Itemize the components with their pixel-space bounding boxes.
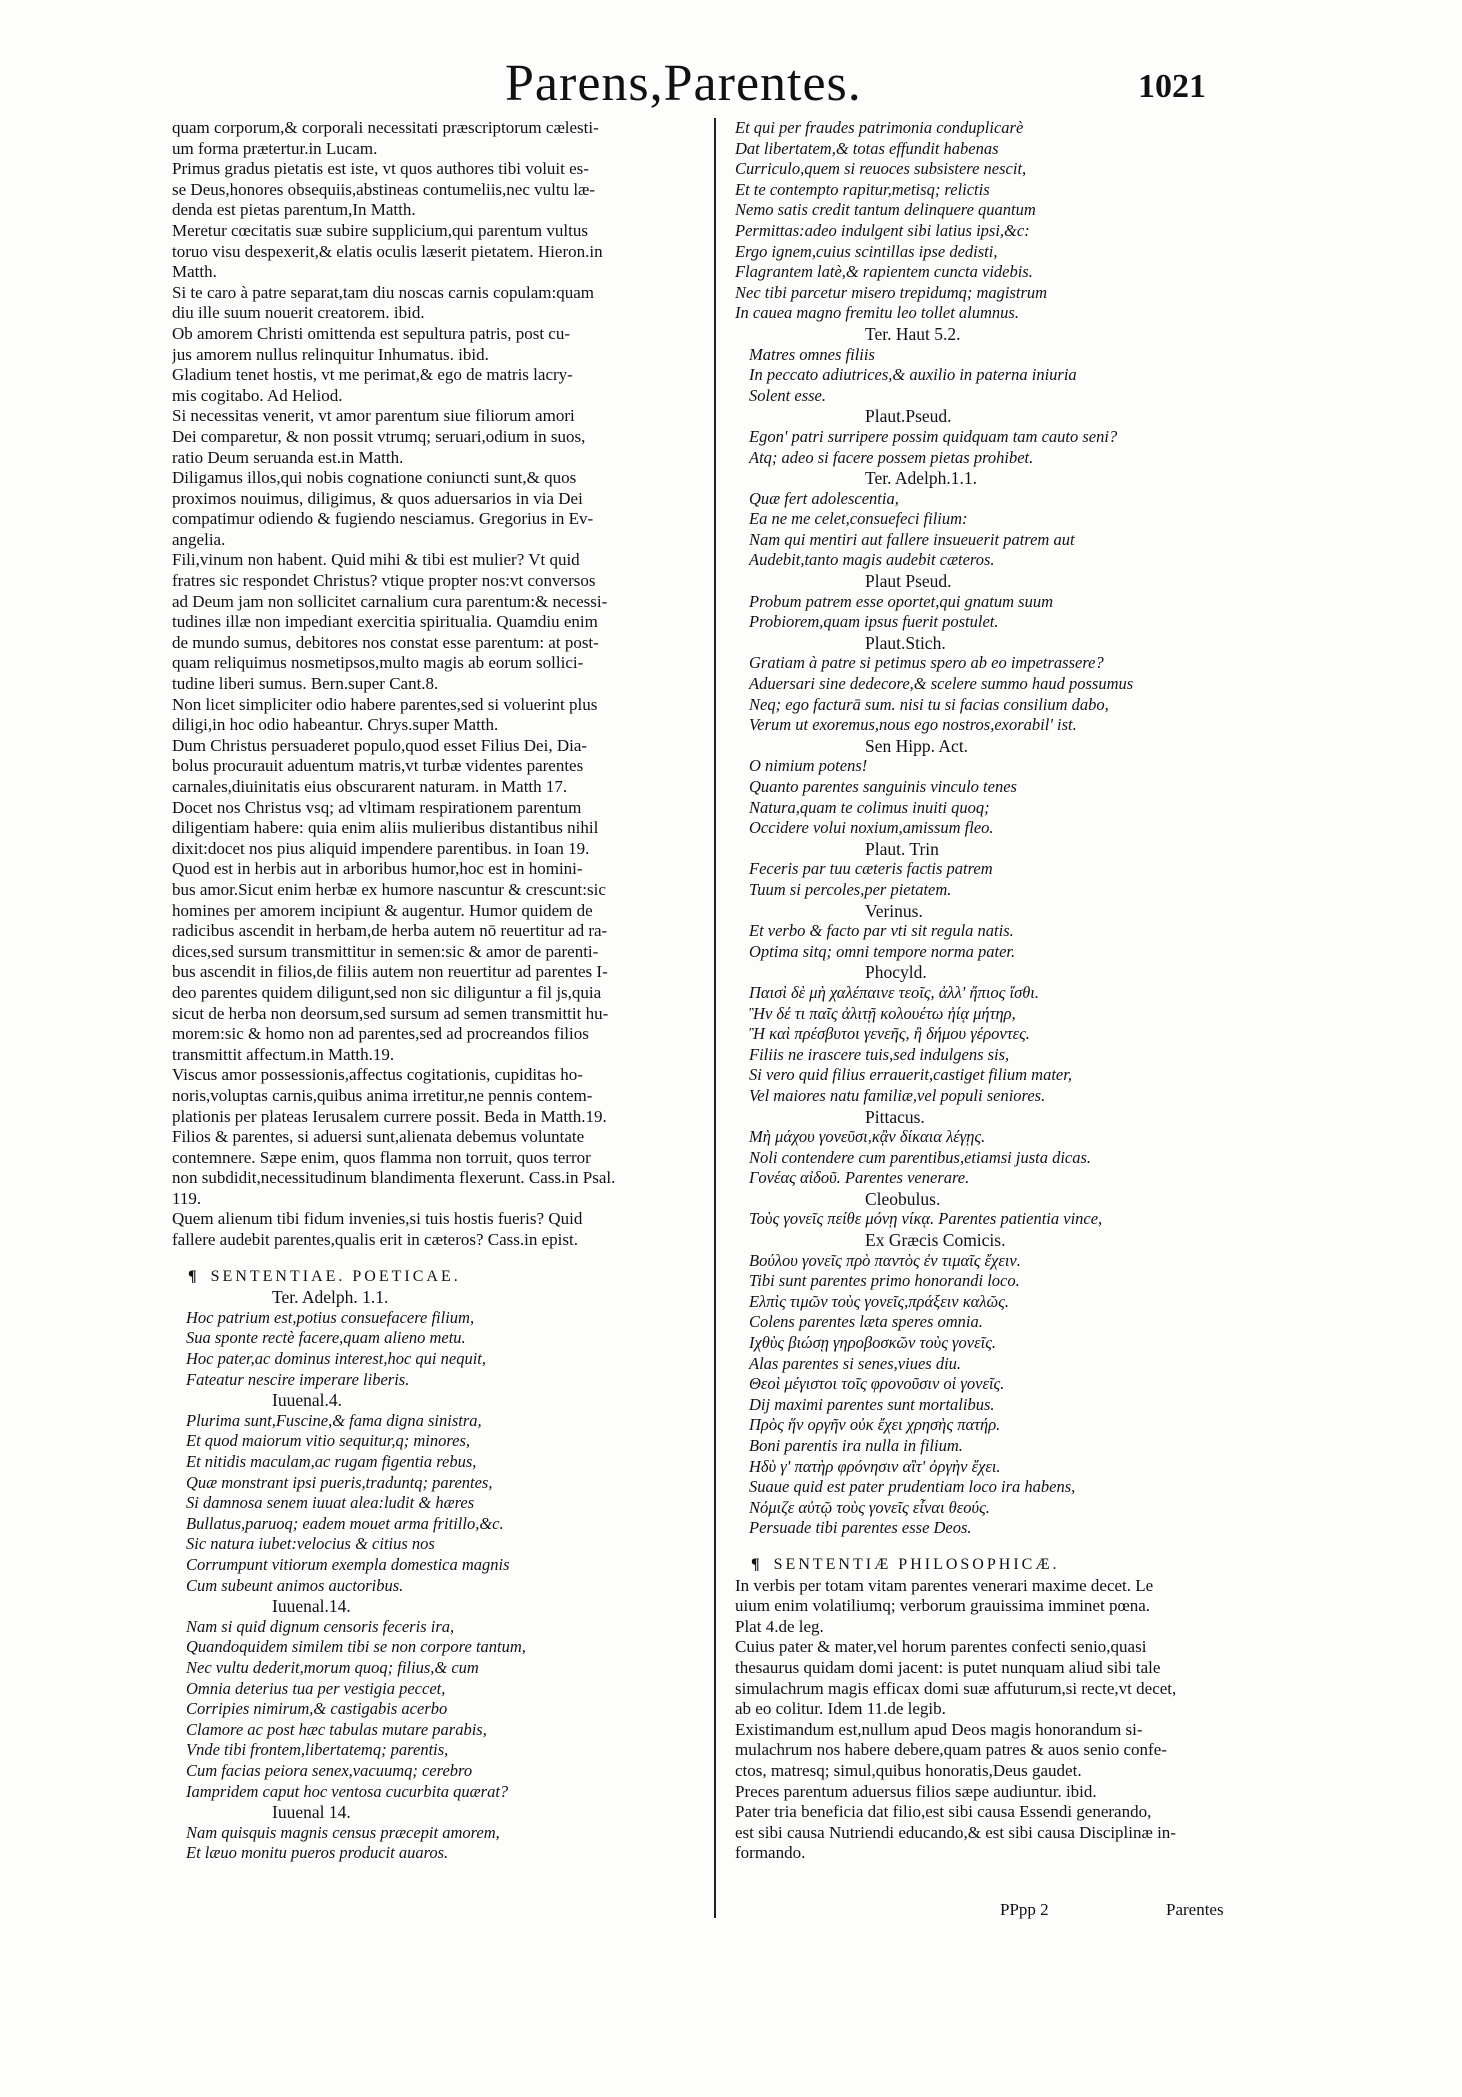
verse-line: Verum ut exoremus,nous ego nostros,exorabil' ist.	[749, 715, 1077, 735]
prose-line: contemnere. Sæpe enim, quos flamma non torruit, quos terror	[172, 1147, 591, 1167]
verse-line: Noli contendere cum parentibus,etiamsi justa dicas.	[749, 1147, 1092, 1167]
prose-line: plationis per plateas Ierusalem currere possit. Beda in Matth.19.	[172, 1106, 607, 1126]
verse-line: Γονέας αἰδοῦ. Parentes venerare.	[749, 1168, 970, 1188]
verse-line: Occidere volui noxium,amissum fleo.	[749, 818, 994, 838]
verse-line: Natura,quam te colimus inuiti quoq;	[749, 797, 990, 817]
prose-line: fallere audebit parentes,qualis erit in cæteros? Cass.in epist.	[172, 1230, 578, 1250]
verse-line: Quæ fert adolescentia,	[749, 488, 899, 508]
prose-line: homines per amorem incipiunt & augentur. Humor quidem de	[172, 900, 593, 920]
prose-line: Si necessitas venerit, vt amor parentum siue filiorum amori	[172, 406, 575, 426]
prose-line: um forma prætertur.in Lucam.	[172, 138, 378, 158]
prose-line: proximos nouimus, diligimus, & quos aduersarios in via Dei	[172, 488, 583, 508]
verse-line: In peccato adiutrices,& auxilio in paterna iniuria	[749, 365, 1077, 385]
verse-line: Optima sitq; omni tempore norma pater.	[749, 941, 1016, 961]
verse-line: Nam quisquis magnis census præcepit amorem,	[186, 1822, 500, 1842]
prose-line: noris,voluptas carnis,quibus anima irretitur,ne pennis contem-	[172, 1085, 593, 1105]
section-title: SENTENTIAE. POETICAE.	[210, 1267, 461, 1285]
prose-line: deo parentes quidem diligunt,sed non sic diliguntur a fil js,quia	[172, 982, 602, 1002]
right-column	[735, 118, 1255, 1864]
prose-line: Viscus amor possessionis,affectus cogitationis, cupiditas ho-	[172, 1065, 583, 1085]
verse-line: Θεοὶ μέγιστοι τοῖς φρονοῦσιν οἱ γονεῖς.	[749, 1374, 1005, 1394]
prose-line: Dei comparetur, & non possit vtrumq; seruari,odium in suos,	[172, 426, 586, 446]
spacer	[735, 1539, 1255, 1555]
verse-line: Probiorem,quam ipsus fuerit postulet.	[749, 612, 999, 632]
verse-line: Iampridem caput hoc ventosa cucurbita quærat?	[186, 1781, 509, 1801]
prose-line: diu ille suum nouerit creatorem. ibid.	[172, 303, 425, 323]
paragraph-mark: ¶	[751, 1555, 760, 1573]
verse-line: Βούλου γονεῖς πρὸ παντὸς ἐν τιμαῖς ἔχειν.	[749, 1250, 1021, 1270]
prose-line: Docet nos Christus vsq; ad vltimam respirationem parentum	[172, 797, 582, 817]
verse-line: Matres omnes filiis	[749, 344, 875, 364]
verse-line: Ea ne me celet,consuefeci filium:	[749, 509, 968, 529]
verse-line: Nec tibi parcetur misero trepidumq; magistrum	[735, 282, 1048, 302]
verse-line: Clamore ac post hæc tabulas mutare parabis,	[186, 1719, 487, 1739]
verse-line: Cum facias peiora senex,vacuumq; cerebro	[186, 1760, 473, 1780]
section-heading	[172, 1267, 697, 1288]
prose-line: ad Deum jam non sollicitet carnalium cura parentum:& necessi-	[172, 591, 608, 611]
prose-line: Existimandum est,nullum apud Deos magis honorandum si-	[735, 1719, 1143, 1739]
verse-line: Tibi sunt parentes primo honorandi loco.	[749, 1271, 1020, 1291]
verse-line: Nam si quid dignum censoris feceris ira,	[186, 1616, 455, 1636]
verse-line: Sua sponte rectè facere,quam alieno metu.	[186, 1328, 466, 1348]
verse-line: Si vero quid filius errauerit,castiget filium mater,	[749, 1065, 1072, 1085]
running-title: Parens,Parentes.	[505, 55, 862, 112]
verse-line: Flagrantem latè,& rapientem cuncta videbis.	[735, 262, 1033, 282]
verse-source: Pittacus.	[865, 1106, 925, 1127]
prose-line: carnales,diuinitatis eius obscurarent naturam. in Matth 17.	[172, 777, 568, 796]
verse-line: Solent esse.	[749, 385, 826, 405]
verse-source: Ter. Adelph. 1.1.	[272, 1287, 389, 1308]
prose-line: diligi,in hoc odio habeantur. Chrys.super Matth.	[172, 715, 499, 735]
prose-line: Meretur cœcitatis suæ subire supplicium,qui parentum vultus	[172, 220, 588, 240]
verse-line: Vnde tibi frontem,libertatemq; parentis,	[186, 1740, 449, 1760]
verse-line: Audebit,tanto magis audebit cæteros.	[749, 550, 995, 570]
verse-source: Iuuenal.4.	[272, 1390, 342, 1411]
verse-line: Tuum si percoles,per pietatem.	[749, 879, 952, 899]
prose-line: quam corporum,& corporali necessitati præscriptorum cælesti-	[172, 118, 599, 137]
verse-line: Ἢ καὶ πρέσβυτοι γενεῆς, ἢ δήμου γέροντες.	[749, 1024, 1030, 1044]
verse-source: Ter. Haut 5.2.	[865, 323, 961, 344]
verse-line: Permittas:adeo indulgent sibi latius ipsi,&c:	[735, 220, 1030, 240]
verse-line: Et te contempto rapitur,metisq; relictis	[735, 179, 990, 199]
prose-line: radicibus ascendit in herbam,de herba autem nō reuertitur ad ra-	[172, 921, 608, 941]
verse-line: Et qui per fraudes patrimonia conduplicarè	[735, 118, 1024, 137]
prose-line: formando.	[735, 1843, 806, 1863]
prose-line: uium enim volatiliumq; verborum grauissima imminet pœna.	[735, 1596, 1151, 1616]
verse-source: Plaut. Trin	[865, 838, 939, 859]
verse-line: Boni parentis ira nulla in filium.	[749, 1436, 963, 1455]
prose-line: thesaurus quidam domi jacent: is putet nunquam aliud sibi tale	[735, 1657, 1161, 1677]
verse-source: Sen Hipp. Act.	[865, 735, 969, 756]
prose-line: ratio Deum seruanda est.in Matth.	[172, 447, 404, 467]
verse-source: Iuuenal.14.	[272, 1596, 351, 1617]
verse-line: Νόμιζε αὐτῷ τοὺς γονεῖς εἶναι θεούς.	[749, 1497, 990, 1517]
verse-line: Aduersari sine dedecore,& scelere summo haud possumus	[749, 674, 1134, 694]
prose-line: Matth.	[172, 262, 217, 282]
catchword: Parentes	[1166, 1900, 1224, 1919]
prose-line: Diligamus illos,qui nobis cognatione coniuncti sunt,& quos	[172, 468, 577, 488]
verse-line: Gratiam à patre si petimus spero ab eo impetrassere?	[749, 653, 1104, 673]
verse-line: Bullatus,paruoq; eadem mouet arma fritillo,&c.	[186, 1513, 504, 1533]
prose-line: tudine liberi sumus. Bern.super Cant.8.	[172, 674, 439, 694]
prose-line: se Deus,honores obsequiis,abstineas contumeliis,nec vultu læ-	[172, 179, 596, 199]
prose-line: Dum Christus persuaderet populo,quod esset Filius Dei, Dia-	[172, 735, 588, 755]
prose-line: bolus procurauit aduentum matris,vt turbæ videntes parentes	[172, 756, 584, 776]
prose-line: diligentiam habere: quia enim aliis mulieribus distantibus nihil	[172, 818, 599, 838]
verse-line: Ιχθὺς βιώσῃ γηροβοσκῶν τοὺς γονεῖς.	[749, 1333, 997, 1353]
verse-line: Persuade tibi parentes esse Deos.	[749, 1518, 972, 1538]
signature-mark: PPpp 2	[1000, 1900, 1049, 1919]
verse-line: Alas parentes si senes,viues diu.	[749, 1353, 962, 1373]
prose-line: compatimur odiendo & fugiendo nesciamus. Gregorius in Ev-	[172, 509, 594, 529]
verse-line: Corrumpunt vitiorum exempla domestica magnis	[186, 1554, 510, 1574]
verse-source: Verinus.	[865, 900, 923, 921]
verse-line: Filiis ne irascere tuis,sed indulgens sis,	[749, 1044, 1010, 1064]
prose-line: est sibi causa Nutriendi educando,& est sibi causa Disciplinæ in-	[735, 1822, 1176, 1842]
prose-line: dixit:docet nos pius aliquid impendere parentibus. in Ioan 19.	[172, 838, 590, 858]
left-column	[172, 118, 697, 1864]
prose-line: ctos, matresq; simul,quibus honoratis,Deus gaudet.	[735, 1760, 1082, 1780]
verse-line: Cum subeunt animos auctoribus.	[186, 1575, 404, 1595]
verse-line: Nemo satis credit tantum delinquere quantum	[735, 200, 1036, 220]
verse-line: Ἢν δέ τι παῖς ἀλιτῇ κολουέτω ἠίᾳ μήτηρ,	[749, 1003, 1016, 1023]
verse-source: Plaut.Stich.	[865, 632, 946, 653]
prose-line: Quod est in herbis aut in arboribus humor,hoc est in homini-	[172, 859, 583, 879]
prose-line: toruo visu despexerit,& elatis oculis læserit pietatem. Hieron.in	[172, 241, 603, 261]
prose-line: simulachrum magis efficax domi suæ affuturum,si recte,vt decet,	[735, 1678, 1177, 1698]
verse-source: Plaut.Pseud.	[865, 406, 952, 427]
prose-line: Quem alienum tibi fidum invenies,si tuis hostis fueris? Quid	[172, 1209, 583, 1229]
prose-line: sicut de herba non deorsum,sed sursum ad semen transmittit hu-	[172, 1003, 609, 1023]
verse-line: Neq; ego facturā sum. nisi tu si facias consilium dabo,	[749, 694, 1109, 714]
prose-line: non subdidit,necessitudinum blandimenta flexerunt. Cass.in Psal.	[172, 1168, 616, 1188]
paragraph-mark: ¶	[188, 1267, 197, 1285]
page-number: 1021	[1138, 68, 1206, 105]
prose-line: transmittit affectum.in Matth.19.	[172, 1044, 395, 1064]
verse-line: Quæ monstrant ipsi pueris,traduntq; parentes,	[186, 1472, 493, 1492]
verse-source: Plaut Pseud.	[865, 571, 952, 592]
verse-line: Si damnosa senem iuuat alea:ludit & hæres	[186, 1493, 475, 1513]
verse-source: Cleobulus.	[865, 1188, 941, 1209]
prose-line: jus amorem nullus relinquitur Inhumatus. ibid.	[172, 344, 489, 364]
column-divider	[714, 118, 716, 1918]
verse-line: Et verbo & facto par vti sit regula natis.	[749, 921, 1014, 941]
prose-line: mulachrum nos habere debere,quam patres & auos senio confe-	[735, 1740, 1167, 1760]
verse-line: Τοὺς γονεῖς πείθε μόνῃ νίκᾳ. Parentes patientia vince,	[749, 1209, 1103, 1229]
verse-line: Fateatur nescire imperare liberis.	[186, 1369, 410, 1389]
prose-line: dices,sed sursum transmittitur in semen:sic & amor de parenti-	[172, 941, 599, 961]
verse-line: Colens parentes læta speres omnia.	[749, 1312, 983, 1332]
verse-source: Phocyld.	[865, 962, 927, 983]
prose-line: mis cogitabo. Ad Heliod.	[172, 385, 343, 405]
prose-line: de mundo sumus, debitores nos constat esse parentum: at post-	[172, 632, 599, 652]
verse-line: Feceris par tuu cæteris factis patrem	[749, 859, 993, 879]
prose-line: bus ascendit in filios,de filiis autem non reuertitur ad parentes I-	[172, 962, 608, 982]
prose-line: morem:sic & homo non ad parentes,sed ad procreandos filios	[172, 1024, 589, 1044]
verse-line: Et nitidis maculam,ac rugam figentia rebus,	[186, 1452, 477, 1471]
prose-line: Gladium tenet hostis, vt me perimat,& ego de matris lacry-	[172, 365, 573, 385]
verse-line: Ηδὺ γ' πατὴρ φρόνησιν αἲτ' ὀργὴν ἔχει.	[749, 1456, 1001, 1476]
verse-line: Παισὶ δὲ μὴ χαλέπαινε τεοῖς, ἀλλ' ἤπιος ἴσθι.	[749, 982, 1040, 1002]
verse-line: Dat libertatem,& totas effundit habenas	[735, 138, 999, 158]
prose-line: Filios & parentes, si aduersi sunt,alienata debemus voluntate	[172, 1127, 585, 1147]
prose-line: ab eo colitur. Idem 11.de legib.	[735, 1699, 946, 1719]
spacer	[172, 1251, 697, 1267]
verse-line: Et læuo monitu pueros producit auaros.	[186, 1843, 449, 1863]
prose-line: quam reliquimus nosmetipsos,multo magis ab eorum sollici-	[172, 653, 584, 673]
prose-line: 119.	[172, 1188, 202, 1208]
prose-line: Si te caro à patre separat,tam diu noscas carnis copulam:quam	[172, 282, 595, 302]
verse-line: O nimium potens!	[749, 756, 868, 776]
section-title: SENTENTIÆ PHILOSOPHICÆ.	[773, 1555, 1060, 1573]
verse-line: Omnia deterius tua per vestigia peccet,	[186, 1678, 446, 1698]
verse-line: Vel maiores natu familiæ,vel populi seniores.	[749, 1085, 1046, 1105]
verse-line: Dij maximi parentes sunt mortalibus.	[749, 1394, 995, 1414]
prose-line: bus amor.Sicut enim herbæ ex humore nascuntur & crescunt:sic	[172, 879, 606, 899]
prose-line: Cuius pater & mater,vel horum parentes confecti senio,quasi	[735, 1637, 1147, 1657]
verse-line: Curriculo,quem si reuoces subsistere nescit,	[735, 159, 1027, 179]
verse-line: Plurima sunt,Fuscine,& fama digna sinistra,	[186, 1410, 482, 1430]
verse-line: Et quod maiorum vitio sequitur,q; minores,	[186, 1431, 471, 1451]
prose-line: In verbis per totam vitam parentes venerari maxime decet. Le	[735, 1575, 1154, 1595]
prose-line: Ob amorem Christi omittenda est sepultura patris, post cu-	[172, 323, 571, 343]
prose-line: Fili,vinum non habent. Quid mihi & tibi est mulier? Vt quid	[172, 550, 580, 570]
verse-line: Ελπὶς τιμῶν τοὺς γονεῖς,πράξειν καλῶς.	[749, 1291, 1009, 1311]
prose-line: denda est pietas parentum,In Matth.	[172, 200, 416, 220]
prose-line: angelia.	[172, 529, 226, 549]
verse-line: Hoc patrium est,potius consuefacere filium,	[186, 1307, 475, 1327]
verse-line: Quandoquidem similem tibi se non corpore tantum,	[186, 1637, 526, 1657]
prose-line: Plat 4.de leg.	[735, 1616, 824, 1636]
prose-line: Primus gradus pietatis est iste, vt quos authores tibi voluit es-	[172, 159, 589, 179]
verse-line: Μὴ μάχου γονεῦσι,κᾂν δίκαια λέγῃς.	[749, 1127, 986, 1147]
verse-line: Hoc pater,ac dominus interest,hoc qui nequit,	[186, 1349, 487, 1369]
prose-line: Pater tria beneficia dat filio,est sibi causa Essendi generando,	[735, 1802, 1152, 1822]
verse-line: Nec vultu dederit,morum quoq; filius,& cum	[186, 1657, 479, 1677]
verse-line: Ergo ignem,cuius scintillas ipse dedisti,	[735, 241, 998, 261]
prose-line: tudines illæ non impediant exercitia spiritualia. Quamdiu enim	[172, 612, 598, 632]
verse-line: Atq; adeo si facere possem pietas prohibet.	[749, 447, 1034, 467]
prose-line: fratres sic respondet Christus? vtique propter nos:vt conversos	[172, 571, 596, 591]
verse-line: Πρὸς ἥν οργῆν οὐκ ἔχει χρησὴς πατήρ.	[749, 1415, 1001, 1435]
verse-line: Quanto parentes sanguinis vinculo tenes	[749, 777, 1017, 796]
verse-line: Sic natura iubet:velocius & citius nos	[186, 1534, 435, 1554]
verse-line: In cauea magno fremitu leo tollet alumnus.	[735, 303, 1019, 323]
verse-source: Iuuenal 14.	[272, 1802, 351, 1823]
verse-line: Suaue quid est pater prudentiam loco ira habens,	[749, 1477, 1076, 1497]
verse-line: Probum patrem esse oportet,qui gnatum suum	[749, 591, 1054, 611]
verse-source: Ter. Adelph.1.1.	[865, 468, 978, 489]
verse-line: Nam qui mentiri aut fallere insueuerit patrem aut	[749, 529, 1075, 549]
prose-line: Non licet simpliciter odio habere parentes,sed si voluerint plus	[172, 694, 598, 714]
verse-source: Ex Græcis Comicis.	[865, 1230, 1006, 1251]
section-heading	[735, 1555, 1255, 1576]
verse-line: Corripies nimirum,& castigabis acerbo	[186, 1699, 448, 1719]
verse-line: Egon' patri surripere possim quidquam tam cauto seni?	[749, 426, 1118, 446]
prose-line: Preces parentum aduersus filios sæpe audiuntur. ibid.	[735, 1781, 1097, 1801]
